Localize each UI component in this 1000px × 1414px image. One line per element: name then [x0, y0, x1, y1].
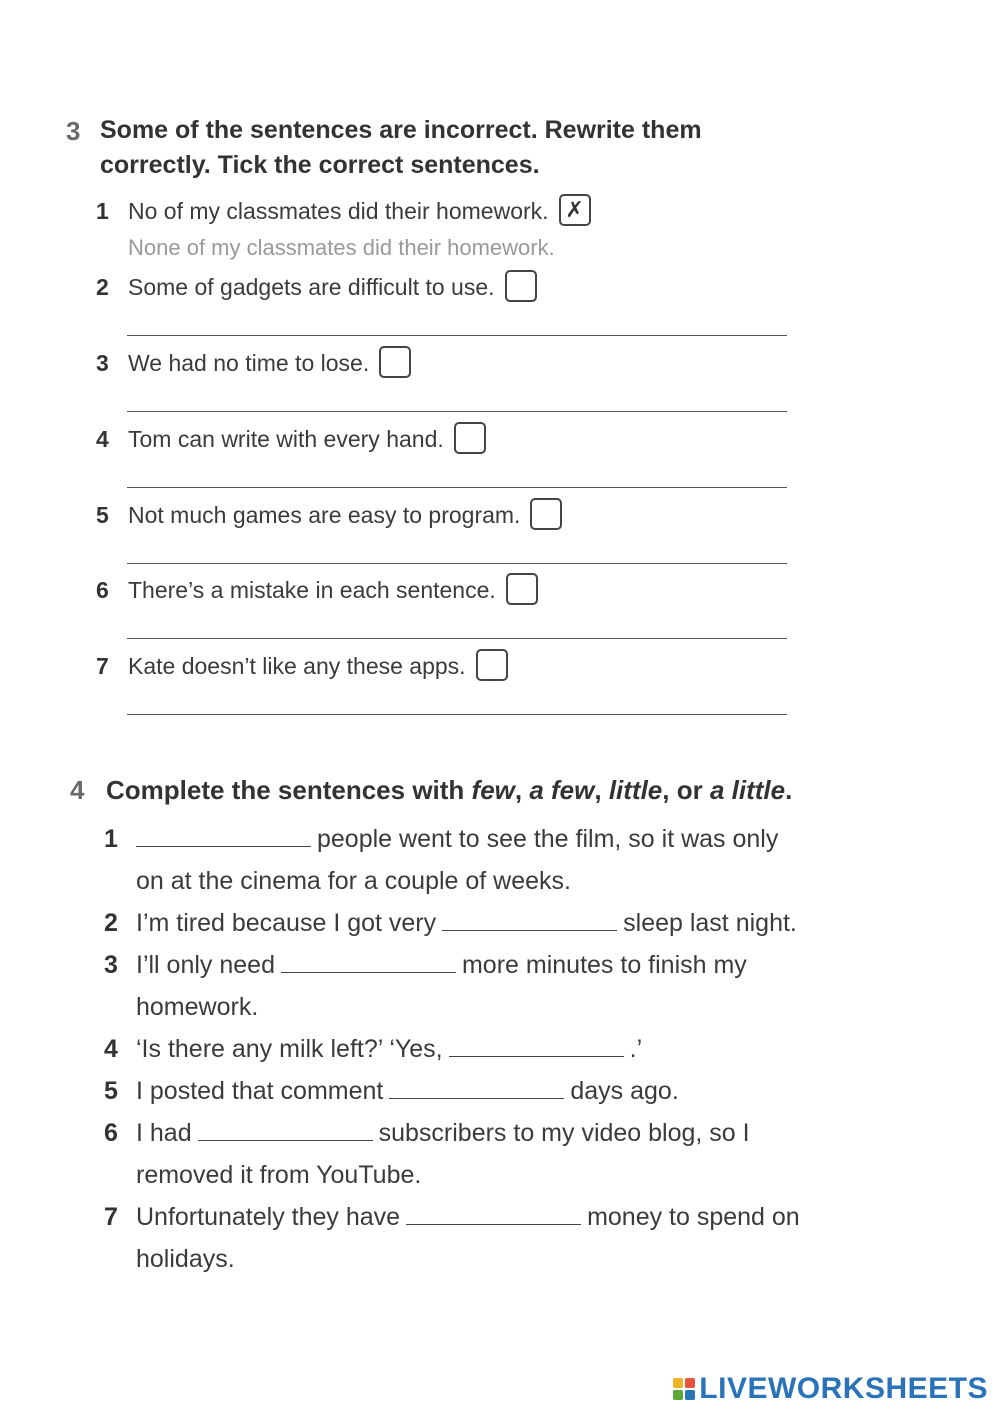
option-little: little — [608, 775, 663, 805]
exercise-4-number: 4 — [70, 775, 85, 805]
exercise-4-item-6 — [104, 1112, 750, 1196]
sentence-before: I had — [136, 1119, 192, 1147]
exercise-3-item-7 — [96, 651, 508, 684]
answer-line[interactable] — [127, 638, 787, 639]
sentence-after: money to spend on — [587, 1203, 800, 1231]
sentence-after: .’ — [629, 1035, 643, 1063]
exercise-4-item-1 — [104, 818, 778, 902]
tick-box[interactable]: ✗ — [559, 194, 591, 226]
option-a-little: a little — [709, 775, 786, 805]
exercise-3-item-3 — [96, 348, 411, 381]
exercise-3-item-6 — [96, 575, 538, 608]
sentence-before: I’m tired because I got very — [136, 909, 437, 937]
logo-text: LIVEWORKSHEETS — [699, 1372, 988, 1405]
exercise-3-number: 3 — [66, 116, 81, 146]
exercise-4-item-4 — [104, 1028, 642, 1070]
item-number: 7 — [96, 653, 109, 679]
item-number: 1 — [96, 198, 109, 224]
item-number: 6 — [104, 1119, 118, 1147]
sentence-after: more minutes to finish my — [461, 951, 747, 979]
instruction-text: Complete the sentences with — [106, 775, 472, 805]
item-number: 2 — [104, 909, 118, 937]
item-number: 4 — [96, 426, 109, 452]
exercise-3-item-1 — [96, 196, 591, 229]
gap-blank[interactable] — [281, 952, 456, 973]
exercise-3-item-2 — [96, 272, 537, 305]
separator: , — [594, 775, 609, 805]
sentence-continuation: homework. — [136, 993, 259, 1021]
sentence-before: ‘Is there any milk left?’ ‘Yes, — [136, 1035, 443, 1063]
exercise-3-instruction-line2: correctly. Tick the correct sentences. — [100, 151, 540, 179]
sentence-after: subscribers to my video blog, so I — [378, 1119, 750, 1147]
sentence-continuation: on at the cinema for a couple of weeks. — [136, 867, 571, 895]
exercise-4-instruction — [106, 773, 792, 808]
item-sentence: There’s a mistake in each sentence. — [128, 577, 496, 603]
exercise-3-item-4 — [96, 424, 486, 457]
item-number: 3 — [96, 350, 109, 376]
item-number: 3 — [104, 951, 118, 979]
item-number: 5 — [96, 502, 109, 528]
tick-box[interactable] — [379, 346, 411, 378]
exercise-4-item-3 — [104, 944, 747, 1028]
sentence-after: sleep last night. — [623, 909, 797, 937]
sentence-after: days ago. — [570, 1077, 679, 1105]
item-sentence: We had no time to lose. — [128, 350, 370, 376]
sentence-before: I’ll only need — [136, 951, 275, 979]
exercise-3-instruction-line1: Some of the sentences are incorrect. Rewrite them — [100, 116, 702, 144]
exercise-4-item-5 — [104, 1070, 679, 1112]
sentence-before: I posted that comment — [136, 1077, 384, 1105]
item-sentence: No of my classmates did their homework. — [128, 198, 549, 224]
sentence-continuation: holidays. — [136, 1245, 235, 1273]
item-sentence: Not much games are easy to program. — [128, 502, 521, 528]
item-number: 1 — [104, 825, 118, 853]
answer-line[interactable] — [127, 487, 787, 488]
sentence-continuation: removed it from YouTube. — [136, 1161, 422, 1189]
item-number: 6 — [96, 577, 109, 603]
exercise-3-instruction — [100, 113, 702, 183]
exercise-3-item-5 — [96, 500, 562, 533]
tick-box[interactable] — [506, 573, 538, 605]
gap-blank[interactable] — [442, 910, 617, 931]
item-sentence: Some of gadgets are difficult to use. — [128, 274, 495, 300]
tick-box[interactable] — [505, 270, 537, 302]
liveworksheets-logo[interactable] — [673, 1372, 988, 1406]
gap-blank[interactable] — [449, 1036, 624, 1057]
gap-blank[interactable] — [136, 826, 311, 847]
separator: , — [514, 775, 530, 805]
answer-line[interactable] — [127, 335, 787, 336]
option-a-few: a few — [529, 775, 595, 805]
item-number: 2 — [96, 274, 109, 300]
liveworksheets-logo-icon — [673, 1378, 695, 1400]
item-number: 4 — [104, 1035, 118, 1063]
instruction-end: . — [785, 775, 793, 805]
sentence-before: Unfortunately they have — [136, 1203, 401, 1231]
separator: , or — [662, 775, 710, 805]
exercise-4-item-7 — [104, 1196, 800, 1280]
tick-box[interactable] — [530, 498, 562, 530]
exercise-4-item-2 — [104, 902, 797, 944]
item-number: 5 — [104, 1077, 118, 1105]
item-sentence: Kate doesn’t like any these apps. — [128, 653, 466, 679]
gap-blank[interactable] — [389, 1078, 564, 1099]
gap-blank[interactable] — [406, 1204, 581, 1225]
sentence-after: people went to see the film, so it was only — [317, 825, 779, 853]
tick-box[interactable] — [476, 649, 508, 681]
example-answer: None of my classmates did their homework. — [128, 235, 555, 260]
answer-line[interactable] — [127, 714, 787, 715]
answer-line[interactable] — [127, 563, 787, 564]
tick-box[interactable] — [454, 422, 486, 454]
option-few: few — [471, 775, 515, 805]
item-number: 7 — [104, 1203, 118, 1231]
item-sentence: Tom can write with every hand. — [128, 426, 444, 452]
gap-blank[interactable] — [198, 1120, 373, 1141]
answer-line[interactable] — [127, 411, 787, 412]
